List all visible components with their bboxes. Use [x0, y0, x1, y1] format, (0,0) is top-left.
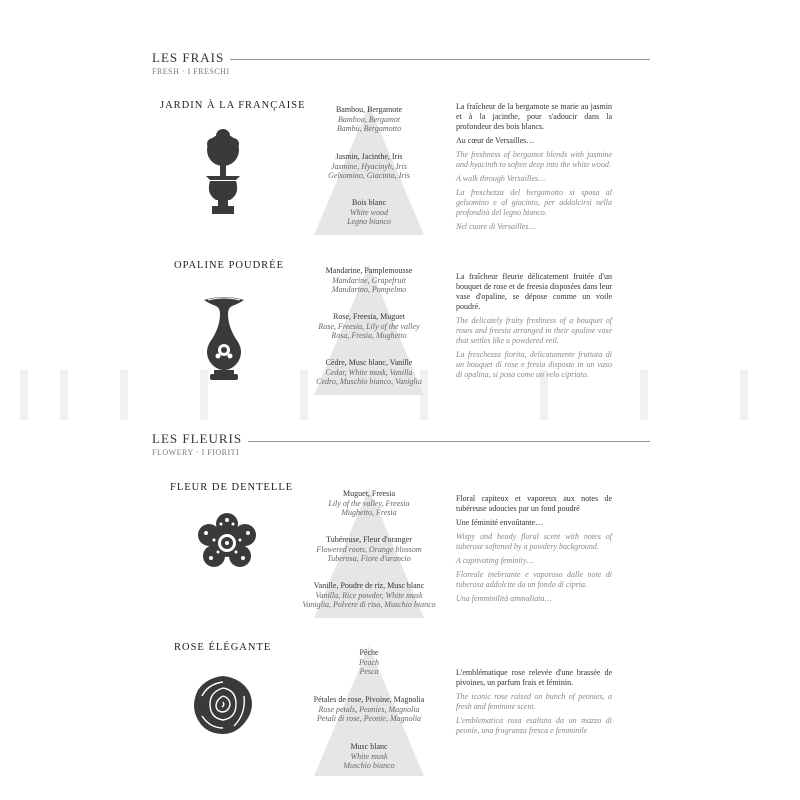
section-rule: [230, 59, 650, 60]
product-description: L'emblématique rose relevée d'une brassée de pivoines, un parfum frais et féminin. The iconic rose raised on bunch of peonies, a fresh and feminine scent. L'emblematica rosa esaltata da un mazzo di peonie, una fragranza fresca e femminile: [456, 668, 612, 735]
section-subtitle-fleuris: FLOWERY · I FIORITI: [152, 448, 240, 457]
base-notes: Musc blanc White musk Muschio bianco: [343, 742, 395, 770]
top-notes: Bambou, Bergamote Bamboo, Bergamot Bambù, Bergamotto: [335, 105, 403, 133]
top-notes: Pêche Peach Pesca: [359, 648, 379, 676]
top-notes: Muguet, Freesia Lily of the valley, Freesia Mughetto, Fresia: [328, 489, 410, 517]
top-notes: Mandarine, Pamplemousse Mandarine, Grapefruit Mandarino, Pompelmo: [325, 266, 413, 294]
topiary-urn-icon: [196, 126, 250, 218]
product-description: Floral capiteux et vaporeux aux notes de tubéreuse adoucies par un fond poudré Une féminité envoûtante… Wispy and heady floral scent with notes of tuberose softened by a powdery background. A captivating feminity… Floreale inebriante e vaporoso dalle note di tuberosa addolcite da un fondo di cipria. Una femminilità ammaliata…: [456, 494, 612, 603]
base-notes: Cèdre, Musc blanc, Vanille Cedar, White musk, Vanilla Cedro, Muschio bianco, Vaniglia: [316, 358, 422, 386]
heart-notes: Pétales de rose, Pivoine, Magnolia Rose petals, Peonies, Magnolia Petali di rose, Peonie, Magnolia: [313, 695, 425, 723]
product-title-jardin: JARDIN À LA FRANÇAISE: [160, 100, 306, 111]
heart-notes: Tubéreuse, Fleur d'oranger Flowered roots, Orange blossom Tuberosa, Fiore d'arancio: [316, 535, 422, 563]
base-notes: Vanille, Poudre de riz, Musc blanc Vanilla, Rice powder, White musk Vaniglia, Polvere di riso, Muschio bianco: [302, 581, 436, 609]
product-title-dentelle: FLEUR DE DENTELLE: [170, 482, 294, 493]
product-title-opaline: OPALINE POUDRÉE: [174, 260, 284, 271]
rose-icon: [190, 674, 256, 736]
product-title-rose: ROSE ÉLÉGANTE: [174, 642, 272, 653]
section-rule: [248, 441, 650, 442]
heart-notes: Jasmin, Jacinthe, Iris Jasmine, Hyacinyh, Iris Gelsomino, Giacinta, Iris: [328, 152, 410, 180]
opaline-vase-icon: [198, 294, 250, 382]
section-title-fleuris: LES FLEURIS: [152, 431, 243, 446]
section-subtitle-frais: FRESH · I FRESCHI: [152, 67, 230, 76]
heart-notes: Rose, Freesia, Muguet Rose, Freesia, Lily of the valley Rosa, Fresia, Mughetto: [318, 312, 420, 340]
base-notes: Bois blanc White wood Legno bianco: [347, 198, 391, 226]
section-title-frais: LES FRAIS: [152, 50, 225, 65]
product-description: La fraîcheur de la bergamote se marie au jasmin et à la jacinthe, pour s'adoucir dans la profondeur des bois blancs. Au cœur de Versailles… The freshness of bergamot blends with jasmine and hyacinth to soften deep into the white wood. A walk through Versailles… La freschezza del bergamotto si sposa al gelsomino e al giacinto, per addolcirsi nella profondità del legno bianco. Nel cuore di Versailles…: [456, 102, 612, 231]
lace-flower-icon: [196, 512, 258, 574]
product-description: La fraîcheur fleurie délicatement fruitée d'un bouquet de rose et de freesia disposées dans leur vase d'opaline, se dépose comme un voile poudré. The delicately fruity freshness of a bouquet of roses and freesia arranged in their opaline vase that settles like a powdered veil. La freschezza fiorita, delicatamente fruttata di un bouquet di rose e fresia disposte in un vaso di opalina, si posa come un velo cipriato.: [456, 272, 612, 379]
